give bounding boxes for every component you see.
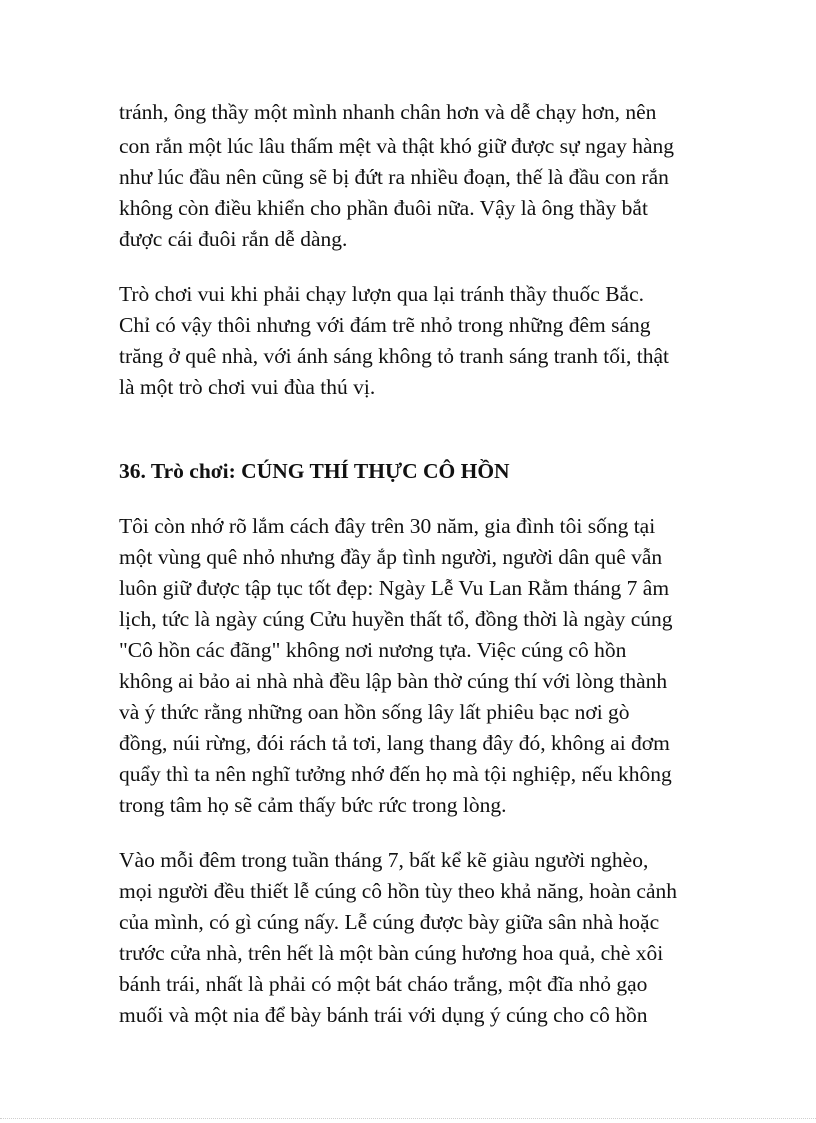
paragraph-2-line-4: là một trò chơi vui đùa thú vị. [119, 375, 376, 399]
paragraph-4-line-5: bánh trái, nhất là phải có một bát cháo trắng, một đĩa nhỏ gạo [119, 972, 648, 996]
paragraph-1-line-4: không còn điều khiển cho phần đuôi nữa. Vậy là ông thầy bắt [119, 196, 648, 220]
paragraph-1-line-1: tránh, ông thầy một mình nhanh chân hơn và dễ chạy hơn, nên [119, 100, 657, 124]
paragraph-3-line-6: không ai bảo ai nhà nhà đều lập bàn thờ cúng thí với lòng thành [119, 669, 668, 693]
paragraph-3-line-10: trong tâm họ sẽ cảm thấy bức rức trong lòng. [119, 793, 507, 817]
paragraph-2-line-1: Trò chơi vui khi phải chạy lượn qua lại tránh thầy thuốc Bắc. [119, 282, 645, 306]
paragraph-1-line-5: được cái đuôi rắn dễ dàng. [119, 227, 348, 251]
paragraph-3-line-1: Tôi còn nhớ rõ lắm cách đây trên 30 năm, gia đình tôi sống tại [119, 514, 656, 538]
paragraph-1-line-2: con rắn một lúc lâu thấm mệt và thật khó giữ được sự ngay hàng [119, 134, 675, 158]
paragraph-2-line-3: trăng ở quê nhà, với ánh sáng không tỏ tranh sáng tranh tối, thật [119, 344, 669, 368]
paragraph-4-line-2: mọi người đều thiết lễ cúng cô hồn tùy theo khả năng, hoàn cảnh [119, 879, 678, 903]
paragraph-3-line-8: đồng, núi rừng, đói rách tả tơi, lang thang đây đó, không ai đơm [119, 731, 670, 755]
paragraph-3-line-2: một vùng quê nhỏ nhưng đầy ắp tình người, người dân quê vẫn [119, 545, 663, 569]
paragraph-3-line-7: và ý thức rằng những oan hồn sống lây lất phiêu bạc nơi gò [119, 700, 630, 724]
paragraph-4-line-6: muối và một nia để bày bánh trái với dụng ý cúng cho cô hồn [119, 1003, 648, 1027]
paragraph-4-line-4: trước cửa nhà, trên hết là một bàn cúng hương hoa quả, chè xôi [119, 941, 664, 965]
paragraph-1-line-3: như lúc đầu nên cũng sẽ bị đứt ra nhiều đoạn, thế là đầu con rắn [119, 165, 669, 189]
paragraph-4-line-3: của mình, có gì cúng nấy. Lễ cúng được bày giữa sân nhà hoặc [119, 910, 660, 934]
paragraph-3-line-3: luôn giữ được tập tục tốt đẹp: Ngày Lễ Vu Lan Rằm tháng 7 âm [119, 576, 670, 600]
paragraph-3-line-5: "Cô hồn các đãng" không nơi nương tựa. Việc cúng cô hồn [119, 638, 627, 662]
paragraph-4-line-1: Vào mỗi đêm trong tuần tháng 7, bất kể kẽ giàu người nghèo, [119, 848, 649, 872]
paragraph-3-line-9: quẩy thì ta nên nghĩ tưởng nhớ đến họ mà tội nghiệp, nếu không [119, 762, 672, 786]
paragraph-3-line-4: lịch, tức là ngày cúng Cửu huyền thất tổ, đồng thời là ngày cúng [119, 607, 673, 631]
section-heading: 36. Trò chơi: CÚNG THÍ THỰC CÔ HỒN [119, 459, 510, 483]
paragraph-2-line-2: Chỉ có vậy thôi nhưng với đám trẽ nhỏ trong những đêm sáng [119, 313, 651, 337]
page-bottom-rule [0, 1118, 816, 1119]
